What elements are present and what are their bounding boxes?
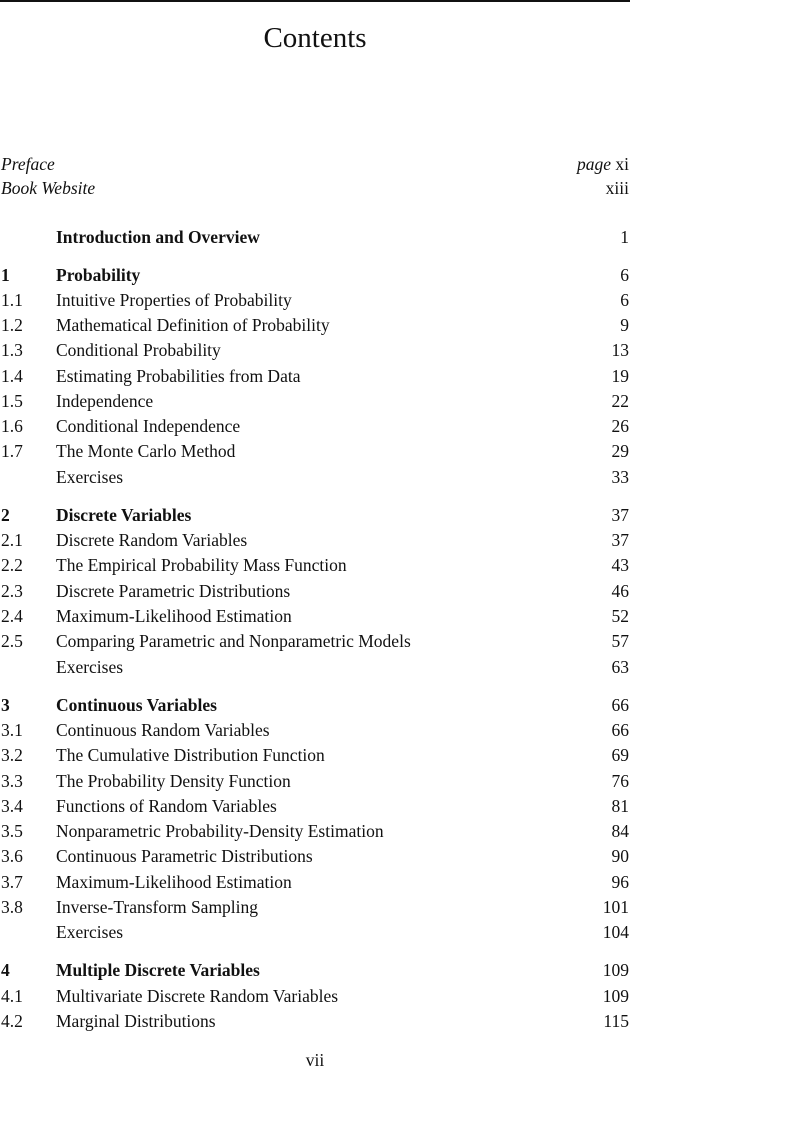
section-number: 3.5: [1, 821, 23, 841]
chapter-title: Multiple Discrete Variables: [56, 960, 260, 980]
toc-page-number: 43: [611, 555, 629, 575]
section-title: Inverse-Transform Sampling: [56, 897, 259, 917]
toc-page-number: 46: [611, 581, 629, 601]
toc-page-number: 115: [603, 1011, 629, 1031]
toc-label: Book Website: [1, 178, 96, 198]
section-number: 3.2: [1, 745, 23, 765]
toc-section[interactable]: [0, 579, 629, 603]
toc-section[interactable]: [0, 414, 629, 438]
section-number: 3.7: [1, 872, 23, 892]
toc-page-number: 57: [611, 631, 629, 651]
section-title: The Cumulative Distribution Function: [56, 745, 325, 765]
toc-page-number: 6: [620, 265, 629, 285]
section-title: Intuitive Properties of Probability: [56, 290, 292, 310]
section-title: The Probability Density Function: [56, 771, 291, 791]
section-title: Comparing Parametric and Nonparametric Models: [56, 631, 411, 651]
section-number: 3.6: [1, 846, 23, 866]
section-number: 3.8: [1, 897, 23, 917]
page-prefix: page: [576, 154, 611, 174]
toc-page-number: 63: [611, 657, 629, 677]
toc-exercises[interactable]: [0, 655, 629, 679]
section-title: Exercises: [56, 467, 124, 487]
toc-chapter-3[interactable]: [0, 693, 629, 717]
toc-chapter-2[interactable]: [0, 503, 629, 527]
toc-chapter-4[interactable]: [0, 958, 629, 982]
chapter-number: 2: [1, 505, 10, 525]
toc-page-number: 13: [611, 340, 629, 360]
toc-page-number: 84: [611, 821, 629, 841]
section-number: 1.3: [1, 340, 23, 360]
toc-section[interactable]: [0, 870, 629, 894]
toc-page-number: 76: [611, 771, 629, 791]
section-title: Functions of Random Variables: [56, 796, 277, 816]
chapter-title: Discrete Variables: [56, 505, 192, 525]
section-title: Maximum-Likelihood Estimation: [56, 606, 292, 626]
toc-section[interactable]: [0, 743, 629, 767]
toc-page-number: 29: [611, 441, 629, 461]
toc-page-value: xi: [615, 154, 629, 174]
toc-section[interactable]: [0, 364, 629, 388]
section-number: 1.7: [1, 441, 23, 461]
chapter-number: 3: [1, 695, 10, 715]
toc-page-number: 26: [611, 416, 629, 436]
section-number: 1.1: [1, 290, 23, 310]
section-number: 2.5: [1, 631, 23, 651]
toc-section[interactable]: [0, 629, 629, 653]
toc-page-number: 33: [611, 467, 629, 487]
toc-section[interactable]: [0, 439, 629, 463]
section-number: 3.1: [1, 720, 23, 740]
section-number: 2.4: [1, 606, 23, 626]
toc-front-book-website[interactable]: [0, 176, 629, 200]
toc-section[interactable]: [0, 553, 629, 577]
toc-page-number: 9: [620, 315, 629, 335]
chapter-number: 4: [1, 960, 10, 980]
toc-introduction[interactable]: [0, 225, 629, 249]
toc-section[interactable]: [0, 338, 629, 362]
chapter-title: Continuous Variables: [56, 695, 217, 715]
toc-page-number: 66: [611, 720, 629, 740]
top-rule: [0, 0, 630, 2]
toc-page-number: 101: [602, 897, 629, 917]
section-title: Conditional Probability: [56, 340, 221, 360]
toc-label: Preface: [1, 154, 55, 174]
toc-page-number: 81: [611, 796, 629, 816]
section-title: Discrete Random Variables: [56, 530, 248, 550]
chapter-number: 1: [1, 265, 10, 285]
toc-section[interactable]: [0, 528, 629, 552]
section-number: 3.4: [1, 796, 23, 816]
toc-section[interactable]: [0, 604, 629, 628]
toc-page-number: 22: [611, 391, 629, 411]
toc-section[interactable]: [0, 984, 629, 1008]
section-title: Exercises: [56, 657, 124, 677]
section-title: Marginal Distributions: [56, 1011, 216, 1031]
toc-page-number: 90: [611, 846, 629, 866]
toc-page-number: 109: [602, 960, 629, 980]
page-title: Contents: [263, 22, 367, 54]
toc-section[interactable]: [0, 769, 629, 793]
section-number: 2.3: [1, 581, 23, 601]
section-title: Continuous Parametric Distributions: [56, 846, 313, 866]
toc-page-number: xiii: [605, 178, 629, 198]
toc-page-number: 37: [611, 530, 629, 550]
section-number: 4.2: [1, 1011, 23, 1031]
toc-front-preface[interactable]: [0, 152, 629, 176]
toc-section[interactable]: [0, 819, 629, 843]
toc-page-number: 52: [611, 606, 629, 626]
toc-exercises[interactable]: [0, 465, 629, 489]
toc-page-number: 109: [602, 986, 629, 1006]
toc-section[interactable]: [0, 895, 629, 919]
toc-section[interactable]: [0, 389, 629, 413]
section-title: Multivariate Discrete Random Variables: [56, 986, 339, 1006]
toc-page-number: 19: [611, 366, 629, 386]
toc-section[interactable]: [0, 313, 629, 337]
toc-page-number: 66: [611, 695, 629, 715]
toc-page-number: 6: [620, 290, 629, 310]
toc-page-number: 96: [611, 872, 629, 892]
toc-section[interactable]: [0, 794, 629, 818]
section-number: 3.3: [1, 771, 23, 791]
section-number: 1.4: [1, 366, 23, 386]
toc-label: Introduction and Overview: [56, 227, 260, 247]
toc-page-number: 104: [602, 922, 629, 942]
section-title: The Monte Carlo Method: [56, 441, 236, 461]
toc-page-number: 69: [611, 745, 629, 765]
toc-chapter-1[interactable]: [0, 263, 629, 287]
toc-section[interactable]: [0, 844, 629, 868]
section-title: Estimating Probabilities from Data: [56, 366, 301, 386]
section-title: Independence: [56, 391, 154, 411]
chapter-title: Probability: [56, 265, 141, 285]
toc-section[interactable]: [0, 718, 629, 742]
section-title: Conditional Independence: [56, 416, 241, 436]
section-title: Nonparametric Probability-Density Estimation: [56, 821, 384, 841]
section-title: Maximum-Likelihood Estimation: [56, 872, 292, 892]
section-number: 1.6: [1, 416, 23, 436]
section-title: Exercises: [56, 922, 124, 942]
toc-exercises[interactable]: [0, 920, 629, 944]
section-title: Mathematical Definition of Probability: [56, 315, 330, 335]
section-number: 1.5: [1, 391, 23, 411]
section-title: The Empirical Probability Mass Function: [56, 555, 347, 575]
toc-page-number: 37: [611, 505, 629, 525]
toc-section[interactable]: [0, 288, 629, 312]
section-number: 1.2: [1, 315, 23, 335]
section-title: Discrete Parametric Distributions: [56, 581, 291, 601]
page-folio: vii: [305, 1050, 325, 1070]
section-number: 2.1: [1, 530, 23, 550]
toc-page-number: 1: [620, 227, 629, 247]
toc-page-number: [577, 152, 629, 176]
toc-section[interactable]: [0, 1009, 629, 1033]
section-number: 2.2: [1, 555, 23, 575]
section-title: Continuous Random Variables: [56, 720, 270, 740]
section-number: 4.1: [1, 986, 23, 1006]
